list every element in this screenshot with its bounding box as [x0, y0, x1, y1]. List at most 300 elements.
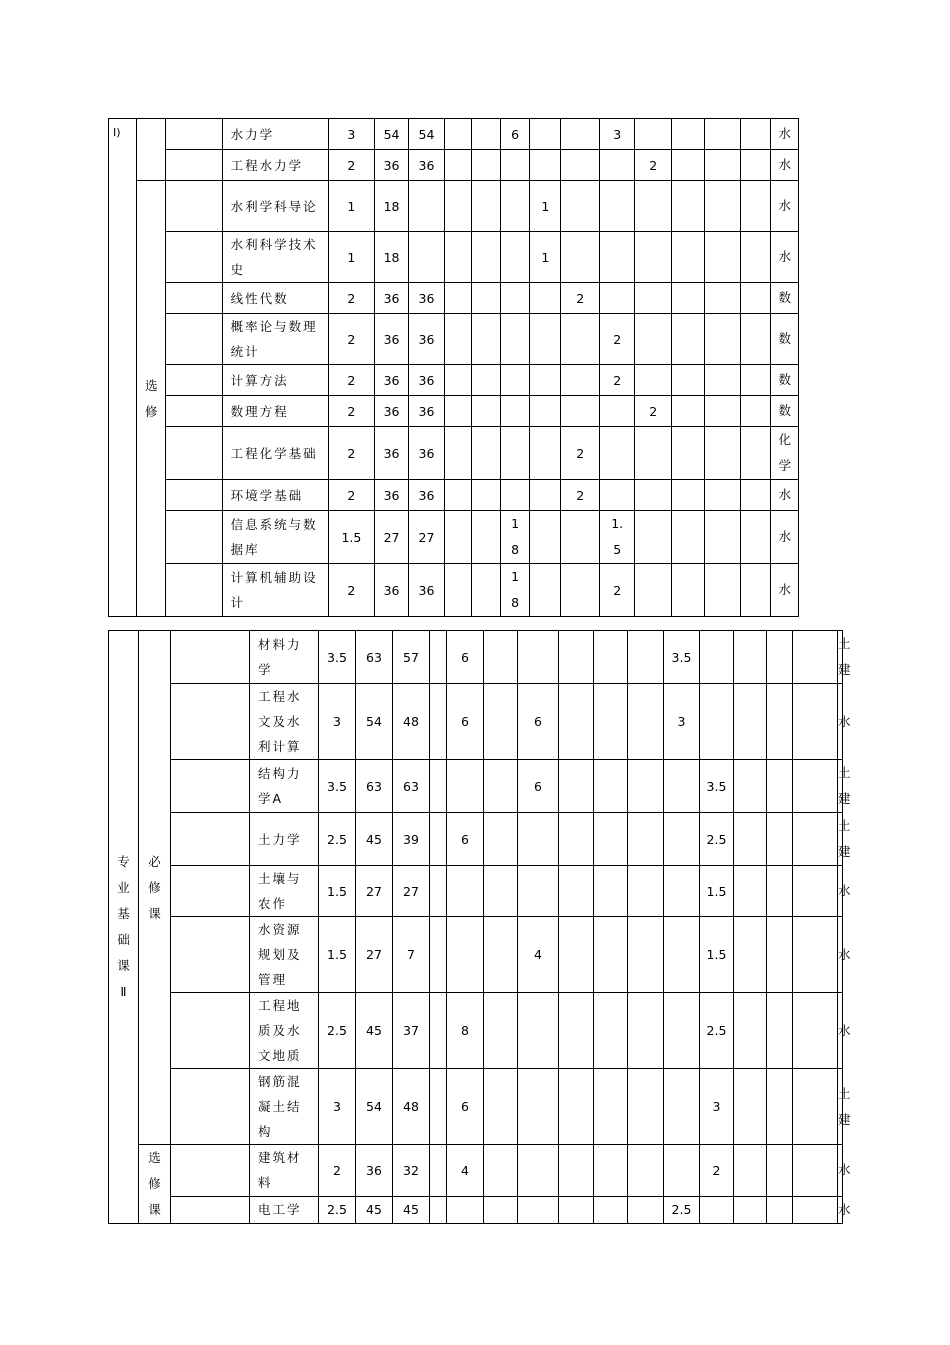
- code-cell: [166, 480, 222, 511]
- cell-c9-text: 6: [534, 778, 542, 794]
- cell-c8: [484, 1069, 518, 1145]
- code-cell: [171, 684, 250, 760]
- cell-c7: [447, 1196, 484, 1223]
- table1-row: [109, 150, 843, 181]
- cell-c11: [599, 150, 634, 181]
- cell-c7: [447, 1145, 484, 1197]
- cell-credit-text: 1.5: [327, 947, 347, 962]
- cell-hours-text: 36: [383, 157, 400, 173]
- cell-c7-text: 6: [461, 714, 469, 729]
- course-name-cell: [222, 232, 328, 283]
- cell-c12-text: 2: [649, 157, 658, 173]
- required-label-cell: [139, 631, 171, 1145]
- cell-c8: [484, 813, 518, 866]
- cell-c10: [561, 564, 600, 617]
- cell-c7-text: 6: [461, 649, 469, 665]
- cell-lecture-text: 36: [418, 157, 435, 173]
- cell-credit: [319, 1196, 356, 1223]
- cell-c13: [671, 283, 704, 314]
- table2-row: [109, 760, 843, 813]
- cell-c14: [700, 1196, 734, 1223]
- cell-c10: [561, 283, 600, 314]
- cell-c11: [599, 564, 634, 617]
- cell-c14-text: 1.5: [706, 883, 727, 899]
- course-name-cell: [222, 480, 328, 511]
- dept-cell-text: 水: [838, 1022, 851, 1038]
- cell-c13: [664, 993, 700, 1069]
- cell-c8: [500, 396, 529, 427]
- course-name-cell-text: 信息系统与数据库: [230, 517, 318, 557]
- course-name-cell: [250, 1069, 319, 1145]
- dept-cell: [770, 283, 798, 314]
- elective-label-cell-text: 选修: [144, 377, 158, 419]
- cell-c12: [635, 181, 671, 232]
- cell-c6: [430, 1069, 447, 1145]
- dept-cell: [770, 365, 798, 396]
- cell-c6: [430, 1145, 447, 1197]
- dept-cell: [770, 480, 798, 511]
- cell-c9: [518, 1069, 559, 1145]
- cell-c6: [444, 511, 471, 564]
- cell-c13: [671, 480, 704, 511]
- dept-cell: [838, 760, 851, 813]
- table1-row: [109, 427, 843, 480]
- cell-c7: [447, 631, 484, 684]
- cell-credit: [328, 119, 374, 150]
- table1-row: [109, 314, 843, 365]
- cell-c6: [444, 365, 471, 396]
- cell-credit-text: 2: [347, 487, 356, 503]
- cell-hours-text: 63: [366, 778, 382, 794]
- code-cell: [171, 813, 250, 866]
- cell-c15: [740, 427, 770, 480]
- cell-hours: [356, 1145, 393, 1197]
- cell-c9-text: 4: [534, 947, 542, 962]
- cell-c16: [767, 760, 793, 813]
- cell-hours-text: 36: [383, 582, 400, 598]
- cell-c15: [734, 917, 767, 993]
- course-name-cell-text: 水资源规划及管理: [258, 922, 302, 987]
- cell-credit: [328, 181, 374, 232]
- cell-lecture-text: 39: [403, 831, 419, 847]
- cell-c10: [559, 993, 594, 1069]
- cell-c8: [484, 631, 518, 684]
- dept-cell-text: 土建: [838, 1085, 851, 1127]
- cell-c14: [705, 480, 740, 511]
- cell-c15: [740, 480, 770, 511]
- course-name-cell-text: 建筑材料: [258, 1150, 302, 1191]
- cell-c11: [599, 480, 634, 511]
- cell-c6: [444, 564, 471, 617]
- table1-row: [109, 480, 843, 511]
- cell-hours-text: 63: [366, 649, 382, 665]
- cell-c7: [447, 684, 484, 760]
- cell-lecture: [393, 917, 430, 993]
- dept-cell: [770, 564, 798, 617]
- cell-lecture-text: 54: [418, 126, 435, 142]
- cell-c14-text: 2: [712, 1162, 721, 1178]
- cell-c10: [559, 1069, 594, 1145]
- dept-cell: [838, 684, 851, 760]
- cell-c6: [430, 993, 447, 1069]
- cell-c13: [671, 396, 704, 427]
- cell-c15: [740, 150, 770, 181]
- cell-c13: [671, 564, 704, 617]
- cell-credit: [328, 314, 374, 365]
- cell-c7: [471, 119, 500, 150]
- cell-c15: [734, 1069, 767, 1145]
- code-cell: [171, 1069, 250, 1145]
- cell-c7: [471, 232, 500, 283]
- cell-c15: [734, 760, 767, 813]
- cell-c14: [700, 760, 734, 813]
- table2-row: [109, 684, 843, 760]
- code-cell: [166, 365, 222, 396]
- code-cell: [171, 993, 250, 1069]
- course-name-cell: [222, 314, 328, 365]
- cell-c8: [484, 866, 518, 917]
- code-cell: [166, 150, 222, 181]
- cell-c6: [430, 866, 447, 917]
- course-name-cell-text: 工程水文及水利计算: [258, 689, 302, 754]
- cell-c11: [599, 119, 634, 150]
- cell-lecture: [393, 1069, 430, 1145]
- cell-c8: [500, 314, 529, 365]
- cell-c8: [500, 564, 529, 617]
- cell-c9: [518, 1145, 559, 1197]
- course-name-cell-text: 土力学: [258, 831, 302, 847]
- cell-c15: [740, 396, 770, 427]
- cell-c13: [664, 1196, 700, 1223]
- cell-credit: [328, 150, 374, 181]
- cell-c10: [559, 813, 594, 866]
- code-cell: [166, 427, 222, 480]
- cell-c14: [705, 181, 740, 232]
- cell-hours: [374, 150, 408, 181]
- cell-hours: [356, 917, 393, 993]
- cell-c9-text: 1: [541, 198, 550, 214]
- cell-hours-text: 36: [366, 1162, 382, 1178]
- cell-lecture-text: 7: [407, 947, 415, 962]
- cell-c7-text: 6: [461, 1099, 469, 1114]
- cell-c13: [671, 314, 704, 365]
- cell-c17: [793, 866, 838, 917]
- cell-c13: [664, 684, 700, 760]
- cell-c6: [444, 119, 471, 150]
- cell-hours-text: 54: [366, 714, 382, 729]
- cell-credit: [328, 232, 374, 283]
- cell-c14: [700, 917, 734, 993]
- cell-c7: [471, 396, 500, 427]
- cell-c7: [471, 480, 500, 511]
- cell-c15: [734, 993, 767, 1069]
- cell-hours: [374, 314, 408, 365]
- cell-c10: [561, 314, 600, 365]
- cell-c8: [484, 1145, 518, 1197]
- cell-c15: [740, 232, 770, 283]
- cell-c12: [635, 480, 671, 511]
- table2-row: [109, 1145, 843, 1197]
- cell-c11-text: 1.5: [611, 516, 624, 557]
- cell-c15: [740, 564, 770, 617]
- cell-c16: [767, 1196, 793, 1223]
- cell-c13: [664, 760, 700, 813]
- cell-c10: [561, 365, 600, 396]
- cell-hours: [356, 684, 393, 760]
- cell-credit-text: 2: [347, 157, 356, 173]
- cell-c16: [767, 684, 793, 760]
- cell-credit: [328, 511, 374, 564]
- cell-c12: [635, 427, 671, 480]
- cell-c10: [559, 684, 594, 760]
- cell-c7-text: 4: [461, 1162, 469, 1178]
- cell-c11: [599, 283, 634, 314]
- cell-c15: [740, 365, 770, 396]
- dept-cell-text: 水: [838, 1162, 851, 1178]
- cell-hours: [356, 813, 393, 866]
- cell-hours-text: 36: [383, 331, 400, 347]
- cell-c6: [444, 181, 471, 232]
- cell-lecture-text: 63: [403, 778, 419, 794]
- cell-c17: [793, 1196, 838, 1223]
- cell-c7: [447, 993, 484, 1069]
- cell-c12: [628, 993, 664, 1069]
- cell-c8: [484, 1196, 518, 1223]
- cell-c8: [500, 365, 529, 396]
- cell-c11: [594, 813, 628, 866]
- cell-c16: [767, 866, 793, 917]
- cell-c9: [530, 365, 561, 396]
- cell-c9: [530, 150, 561, 181]
- cell-hours-text: 18: [383, 198, 400, 214]
- cell-c10-text: 2: [576, 290, 585, 306]
- cell-c10: [561, 181, 600, 232]
- cell-c12: [628, 760, 664, 813]
- cell-c15: [740, 283, 770, 314]
- cell-c10: [561, 119, 600, 150]
- cell-c10: [561, 396, 600, 427]
- group-mark-cell: [109, 119, 137, 617]
- cell-credit-text: 2.5: [327, 1023, 347, 1038]
- code-cell: [166, 511, 222, 564]
- code-cell: [166, 232, 222, 283]
- cell-c10: [561, 427, 600, 480]
- cell-c15: [734, 866, 767, 917]
- cell-lecture: [409, 314, 444, 365]
- cell-credit-text: 1: [347, 198, 356, 214]
- cell-c11: [599, 365, 634, 396]
- cell-c11: [599, 314, 634, 365]
- cell-credit: [328, 427, 374, 480]
- cell-c13: [671, 119, 704, 150]
- cell-c7: [471, 181, 500, 232]
- cell-c16: [767, 917, 793, 993]
- cell-c12: [635, 365, 671, 396]
- course-name-cell-text: 材料力学: [258, 637, 302, 677]
- dept-cell: [770, 119, 798, 150]
- cell-hours: [374, 427, 408, 480]
- course-name-cell: [222, 396, 328, 427]
- cell-hours: [356, 1196, 393, 1223]
- cell-c9: [530, 119, 561, 150]
- cell-c11: [599, 181, 634, 232]
- cell-hours-text: 27: [383, 529, 400, 545]
- cell-c14: [705, 564, 740, 617]
- course-name-cell-text: 计算机辅助设计: [230, 570, 318, 610]
- cell-c6: [430, 684, 447, 760]
- cell-credit-text: 1.5: [327, 883, 347, 899]
- cell-c7: [447, 1069, 484, 1145]
- cell-lecture: [409, 181, 444, 232]
- cell-c17: [793, 760, 838, 813]
- cell-c8: [484, 917, 518, 993]
- cell-lecture-text: 36: [418, 582, 435, 598]
- code-cell: [171, 760, 250, 813]
- cell-c12: [628, 813, 664, 866]
- course-name-cell-text: 工程水力学: [230, 157, 304, 173]
- cell-c14: [705, 150, 740, 181]
- cell-c9: [530, 564, 561, 617]
- cell-credit-text: 3: [333, 1099, 341, 1114]
- dept-cell-text: 水: [778, 249, 792, 264]
- cell-hours: [356, 993, 393, 1069]
- cell-c8: [484, 760, 518, 813]
- cell-c12: [628, 1145, 664, 1197]
- table1-row: [109, 564, 843, 617]
- cell-c16: [767, 1145, 793, 1197]
- cell-hours: [374, 365, 408, 396]
- cell-c11: [594, 917, 628, 993]
- cell-credit-text: 3: [347, 126, 356, 142]
- cell-credit-text: 1: [347, 249, 356, 265]
- cell-hours-text: 27: [366, 883, 382, 899]
- dept-cell: [770, 314, 798, 365]
- cell-c11: [599, 427, 634, 480]
- cell-c10-text: 2: [576, 487, 585, 503]
- course-name-cell-text: 数理方程: [230, 403, 289, 419]
- dept-cell-text: 水: [778, 487, 792, 502]
- cell-hours: [356, 760, 393, 813]
- dept-cell: [770, 511, 798, 564]
- cell-c15: [734, 813, 767, 866]
- cell-hours: [374, 232, 408, 283]
- cell-c9: [518, 1196, 559, 1223]
- course-name-cell: [250, 813, 319, 866]
- dept-cell: [838, 866, 851, 917]
- cell-c12: [635, 232, 671, 283]
- cell-c10: [559, 866, 594, 917]
- cell-lecture: [409, 564, 444, 617]
- dept-cell-text: 数: [778, 290, 792, 305]
- cell-credit-text: 2: [347, 331, 356, 347]
- subgroup-cell: [137, 119, 166, 181]
- course-name-cell-text: 线性代数: [230, 290, 289, 306]
- code-cell: [166, 181, 222, 232]
- cell-c6: [444, 314, 471, 365]
- cell-c6: [430, 813, 447, 866]
- cell-c17: [793, 631, 838, 684]
- cell-credit: [319, 813, 356, 866]
- cell-lecture: [409, 365, 444, 396]
- cell-c6: [444, 480, 471, 511]
- cell-hours-text: 36: [383, 445, 400, 461]
- course-name-cell: [222, 511, 328, 564]
- cell-c14: [705, 511, 740, 564]
- code-cell: [171, 1196, 250, 1223]
- cell-c8-text: 18: [511, 569, 520, 610]
- cell-c12: [628, 1196, 664, 1223]
- cell-hours: [374, 396, 408, 427]
- code-cell: [171, 631, 250, 684]
- cell-lecture-text: 48: [403, 714, 419, 729]
- cell-c14-text: 3.5: [706, 778, 727, 794]
- cell-c9: [518, 760, 559, 813]
- elective-label-cell-text: 选修课: [148, 1150, 161, 1217]
- code-cell: [171, 917, 250, 993]
- cell-lecture-text: 36: [418, 403, 435, 419]
- cell-credit: [319, 1069, 356, 1145]
- cell-c13: [664, 631, 700, 684]
- cell-c13: [664, 813, 700, 866]
- cell-c14: [700, 993, 734, 1069]
- dept-cell: [770, 150, 798, 181]
- course-name-cell: [222, 181, 328, 232]
- cell-lecture-text: 27: [418, 529, 435, 545]
- cell-c7: [471, 427, 500, 480]
- cell-c7: [471, 564, 500, 617]
- dept-cell: [838, 1069, 851, 1145]
- dept-cell-text: 水: [838, 1201, 851, 1217]
- cell-c17: [793, 1145, 838, 1197]
- cell-c13: [671, 427, 704, 480]
- cell-c12: [635, 511, 671, 564]
- cell-c10: [561, 480, 600, 511]
- cell-c8: [500, 232, 529, 283]
- cell-credit: [328, 365, 374, 396]
- cell-c6: [444, 283, 471, 314]
- cell-c11-text: 2: [613, 372, 622, 388]
- cell-c11-text: 2: [613, 582, 622, 598]
- table1-row: [109, 181, 843, 232]
- cell-lecture-text: 36: [418, 372, 435, 388]
- cell-c10: [561, 511, 600, 564]
- cell-credit-text: 2.5: [327, 1202, 347, 1218]
- cell-c13-text: 3.5: [671, 649, 692, 665]
- cell-lecture: [409, 511, 444, 564]
- elective-label-cell: [139, 1145, 171, 1224]
- cell-c6: [444, 232, 471, 283]
- cell-c17: [793, 1069, 838, 1145]
- cell-c10: [559, 1145, 594, 1197]
- cell-c13-text: 3: [677, 714, 686, 729]
- dept-cell: [838, 1196, 851, 1223]
- cell-credit: [319, 993, 356, 1069]
- table1-row: [109, 232, 843, 283]
- cell-c8: [500, 480, 529, 511]
- cell-c9: [530, 396, 561, 427]
- cell-credit-text: 2.5: [327, 831, 347, 847]
- course-name-cell-text: 工程地质及水文地质: [258, 998, 302, 1063]
- cell-c6: [430, 917, 447, 993]
- cell-lecture-text: 45: [403, 1202, 419, 1218]
- course-name-cell: [250, 631, 319, 684]
- cell-c14: [700, 866, 734, 917]
- cell-c11: [594, 1069, 628, 1145]
- cell-c8: [500, 511, 529, 564]
- cell-hours: [374, 283, 408, 314]
- cell-credit-text: 2: [347, 290, 356, 306]
- cell-c12: [628, 917, 664, 993]
